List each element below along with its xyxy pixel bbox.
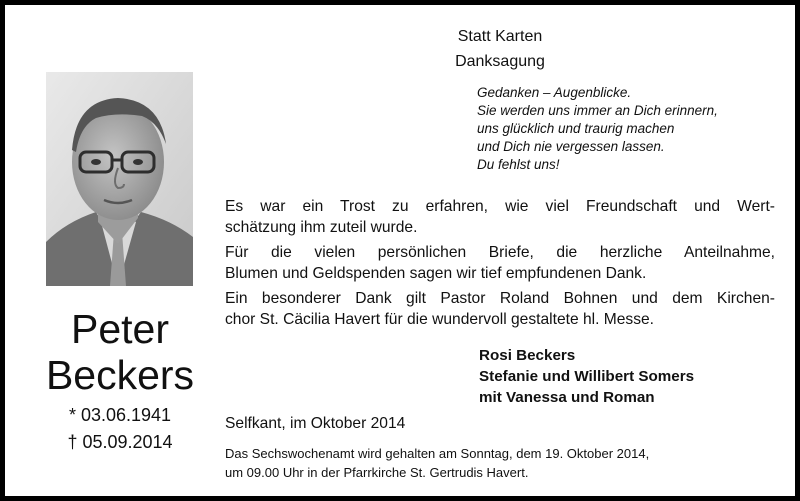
header-danksagung: Danksagung [455,53,545,70]
poem-line: uns glücklich und traurig machen [477,121,675,136]
notice-line: Das Sechswochenamt wird gehalten am Sonntag, dem 19. Oktober 2014, [225,446,650,461]
signer-line: Stefanie und Willibert Somers [479,368,695,385]
thanks-line: chor St. Cäcilia Havert für die wundervoll gestaltete hl. Messe. [225,311,655,329]
service-notice [225,444,785,482]
thanks-paragraph [225,196,775,239]
thanks-line: schätzung ihm zuteil wurde. [225,219,418,237]
signers [479,345,769,408]
signer-line: mit Vanessa und Roman [479,389,655,406]
thanks-text [225,196,775,333]
deceased-last-name: Beckers [45,352,195,398]
poem [477,84,787,174]
birth-date: * 03.06.1941 [68,405,172,425]
notice-line: um 09.00 Uhr in der Pfarrkirche St. Gertrudis Havert. [225,465,529,480]
thanks-line: Blumen und Geldspenden sagen wir tief empfundenen Dank. [225,265,647,283]
header-statt-karten: Statt Karten [457,28,543,45]
place-date: Selfkant, im Oktober 2014 [225,415,406,432]
poem-line: Gedanken – Augenblicke. [477,85,632,100]
death-date: † 05.09.2014 [67,432,173,452]
thanks-paragraph [225,288,775,331]
portrait-photo [46,72,193,286]
thanks-line: Es war ein Trost zu erfahren, wie viel Freundschaft und Wert- [225,198,775,215]
portrait-image [46,72,193,286]
poem-line: Du fehlst uns! [477,157,560,172]
deceased-first-name: Peter [71,306,169,352]
thanks-line: Für die vielen persönlichen Briefe, die herzliche Anteilnahme, [225,243,775,261]
poem-line: Sie werden uns immer an Dich erinnern, [477,103,718,118]
signer-line: Rosi Beckers [479,347,576,364]
thanks-paragraph [225,242,775,285]
thanks-line: Ein besonderer Dank gilt Pastor Roland Bohnen und dem Kirchen- [225,289,775,307]
poem-line: und Dich nie vergessen lassen. [477,139,665,154]
